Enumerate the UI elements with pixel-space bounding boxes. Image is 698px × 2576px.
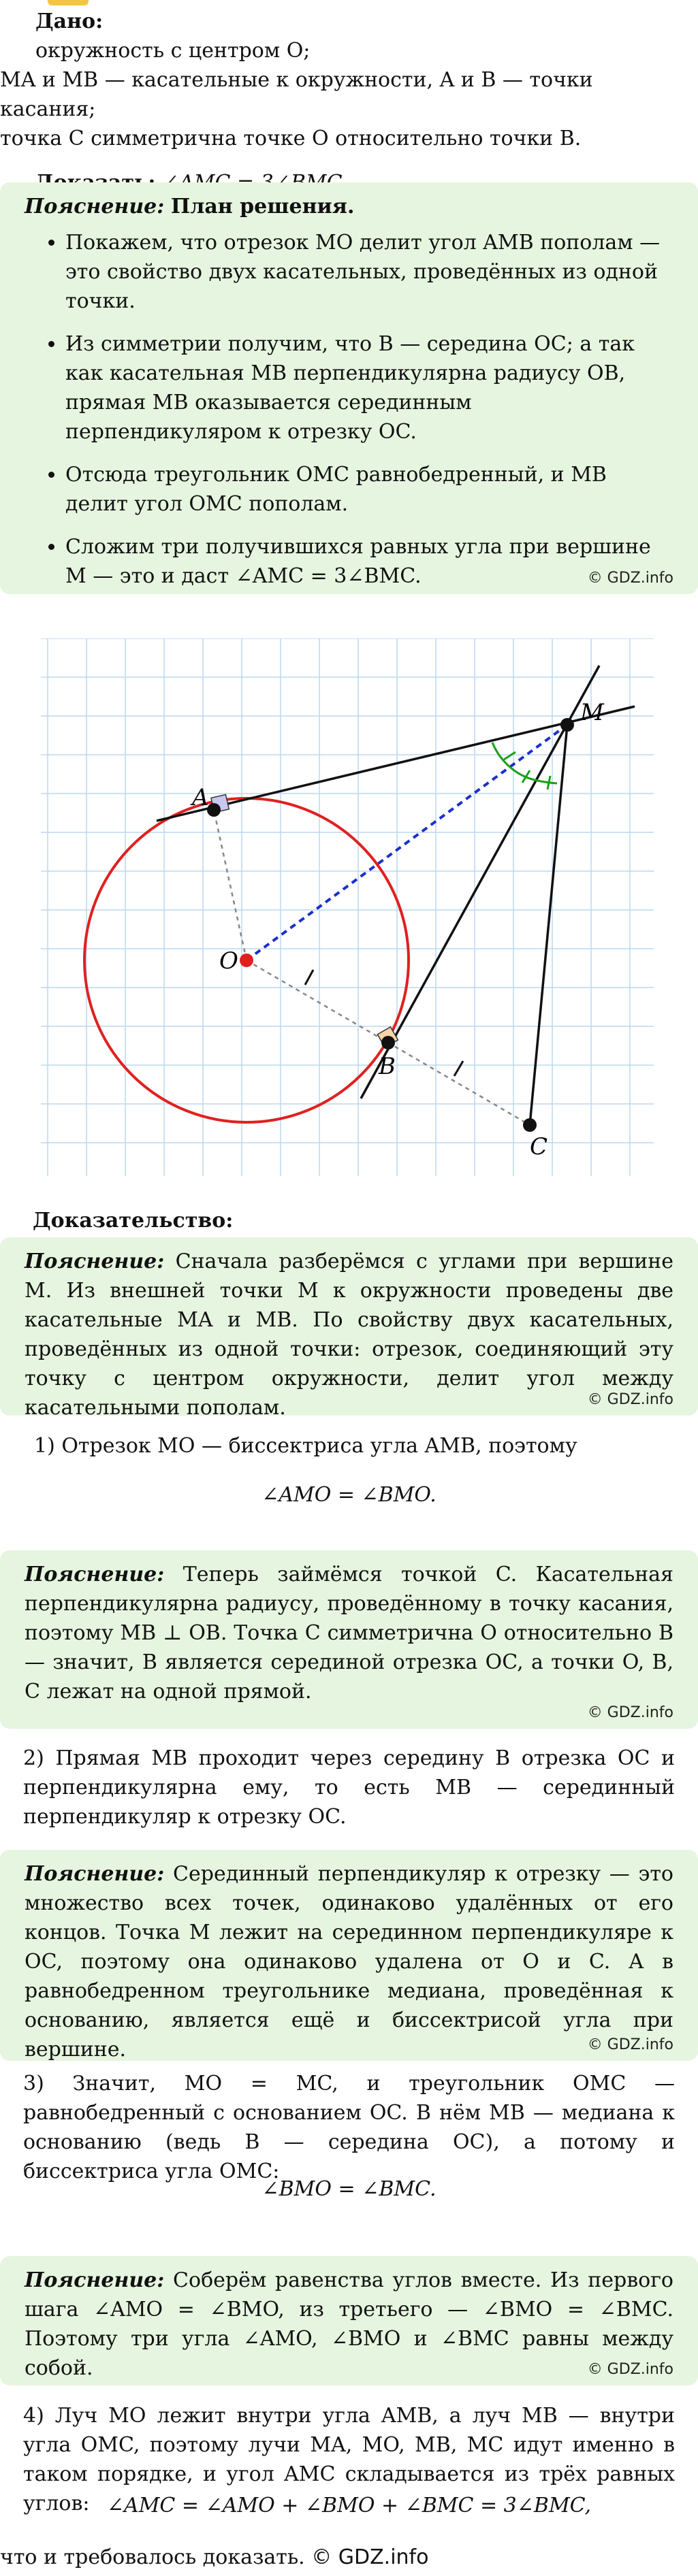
note-2-credit: © GDZ.info <box>587 1704 673 1721</box>
point-o <box>240 953 253 967</box>
note-1-label: Пояснение: <box>25 1250 165 1273</box>
note-1 <box>0 1237 698 1420</box>
given-title: Дано: <box>35 10 104 33</box>
plan-bullet: • Покажем, что отрезок MO делит угол AMB пополам — это свойство двух касательных, проведённых из одной точки. <box>65 228 673 316</box>
geometry-figure <box>41 638 654 1176</box>
step-2: 2) Прямая MB проходит через середину B отрезка OC и перпендикулярна ему, то есть MB — серединный перпендикуляр к отрезку OC. <box>23 1746 675 1829</box>
step-3-formula: ∠BMO = ∠BMC. <box>261 2177 437 2201</box>
point-b <box>381 1036 395 1049</box>
ending-credit: © GDZ.info <box>311 2545 429 2569</box>
step-1-formula: ∠AMO = ∠BMO. <box>261 1483 437 1507</box>
plan-bullet: • Сложим три получившихся равных угла при вершине M — это и даст ∠AMC = 3∠BMC. <box>65 532 673 591</box>
ending-line <box>0 2543 428 2572</box>
point-m <box>560 718 574 732</box>
note-2 <box>0 1550 698 1729</box>
point-c <box>523 1118 537 1132</box>
plan-credit: © GDZ.info <box>587 570 673 587</box>
note-2-text: Теперь займёмся точкой C. Касательная перпендикулярна радиусу, проведённому в точку касания, поэтому MB ⊥ OB. Точка C симметрична O относительно B — значит, B является серединой отрезка OC, а точки O, B, C лежат на одной прямой. <box>25 1563 673 1703</box>
note-3-text: Серединный перпендикуляр к отрезку — это множество всех точек, одинаково удалённых от его концов. Точка M лежит на серединном перпендикуляре к OC, поэтому она одинаково удалена от O и C. А в равнобедренном треугольнике медиана, проведённая к основанию, является ещё и биссектрисой угла при вершине. <box>25 1862 673 2061</box>
note-4-credit: © GDZ.info <box>587 2361 673 2378</box>
angle-arc-2 <box>511 768 535 780</box>
given-line-2: MA и MB — касательные к окружности, A и B — точки касания; <box>0 68 593 121</box>
label-a: A <box>192 784 209 811</box>
plan-bullets <box>25 228 673 591</box>
point-a <box>207 803 221 817</box>
plan-note-title: План решения. <box>170 195 355 218</box>
ending-text: что и требовалось доказать. <box>0 2545 305 2569</box>
label-b: B <box>379 1053 396 1080</box>
plan-bullet: • Отсюда треугольник OMC равнобедренный, и MB делит угол OMC пополам. <box>65 460 673 519</box>
label-o: O <box>219 947 238 975</box>
label-m: M <box>580 699 604 726</box>
label-c: C <box>530 1133 548 1160</box>
proof-heading: Доказательство: <box>33 1209 234 1233</box>
plan-note <box>0 182 698 594</box>
plan-bullet: • Из симметрии получим, что B — середина OC; а так как касательная MB перпендикулярна радиусу OB, прямая MB оказывается серединным перпендикуляром к отрезку OC. <box>65 329 673 446</box>
top-tag <box>48 0 89 5</box>
step-3: 3) Значит, MO = MC, и треугольник OMC — равнобедренный с основанием OC. В нём MB — медиана к основанию (ведь B — середина OC), а потому и биссектриса угла OMC: <box>23 2072 675 2183</box>
step-4-formula: ∠AMC = ∠AMO + ∠BMO + ∠BMC = 3∠BMC, <box>106 2494 592 2517</box>
note-4-label: Пояснение: <box>25 2268 165 2292</box>
note-3 <box>0 1850 698 2061</box>
step-4: 4) Луч MO лежит внутри угла AMB, а луч MB — внутри угла OMC, поэтому лучи MA, MO, MB, MC идут именно в таком порядке, и угол AMC складывается из трёх равных углов: <box>23 2404 675 2515</box>
note-2-label: Пояснение: <box>25 1563 165 1586</box>
note-1-text: Сначала разберёмся с углами при вершине M. Из внешней точки M к окружности проведены две касательные MA и MB. По свойству двух касательных, проведённых из одной точки: отрезок, соединяющий эту точку с центром окружности, делит угол между касательными пополам. <box>25 1250 673 1420</box>
given-line-1: окружность с центром O; <box>35 39 311 63</box>
grid <box>41 638 654 1176</box>
given-line-3: точка C симметрична точке O относительно точки B. <box>0 127 582 150</box>
angle-tick-3 <box>548 776 550 789</box>
note-4-text: Соберём равенства углов вместе. Из первого шага ∠AMO = ∠BMO, из третьего — ∠BMO = ∠BMC. Поэтому три угла ∠AMO, ∠BMO и ∠BMC равны между собой. <box>25 2268 673 2380</box>
plan-note-label: Пояснение: <box>25 195 165 218</box>
note-3-label: Пояснение: <box>25 1862 165 1886</box>
note-1-credit: © GDZ.info <box>587 1391 673 1408</box>
step-1: 1) Отрезок MO — биссектриса угла AMB, поэтому <box>34 1434 577 1458</box>
note-3-credit: © GDZ.info <box>587 2036 673 2053</box>
angle-arc-3 <box>535 780 557 783</box>
note-4 <box>0 2256 698 2385</box>
tick-bc <box>454 1061 463 1076</box>
tick-ob <box>305 970 313 985</box>
